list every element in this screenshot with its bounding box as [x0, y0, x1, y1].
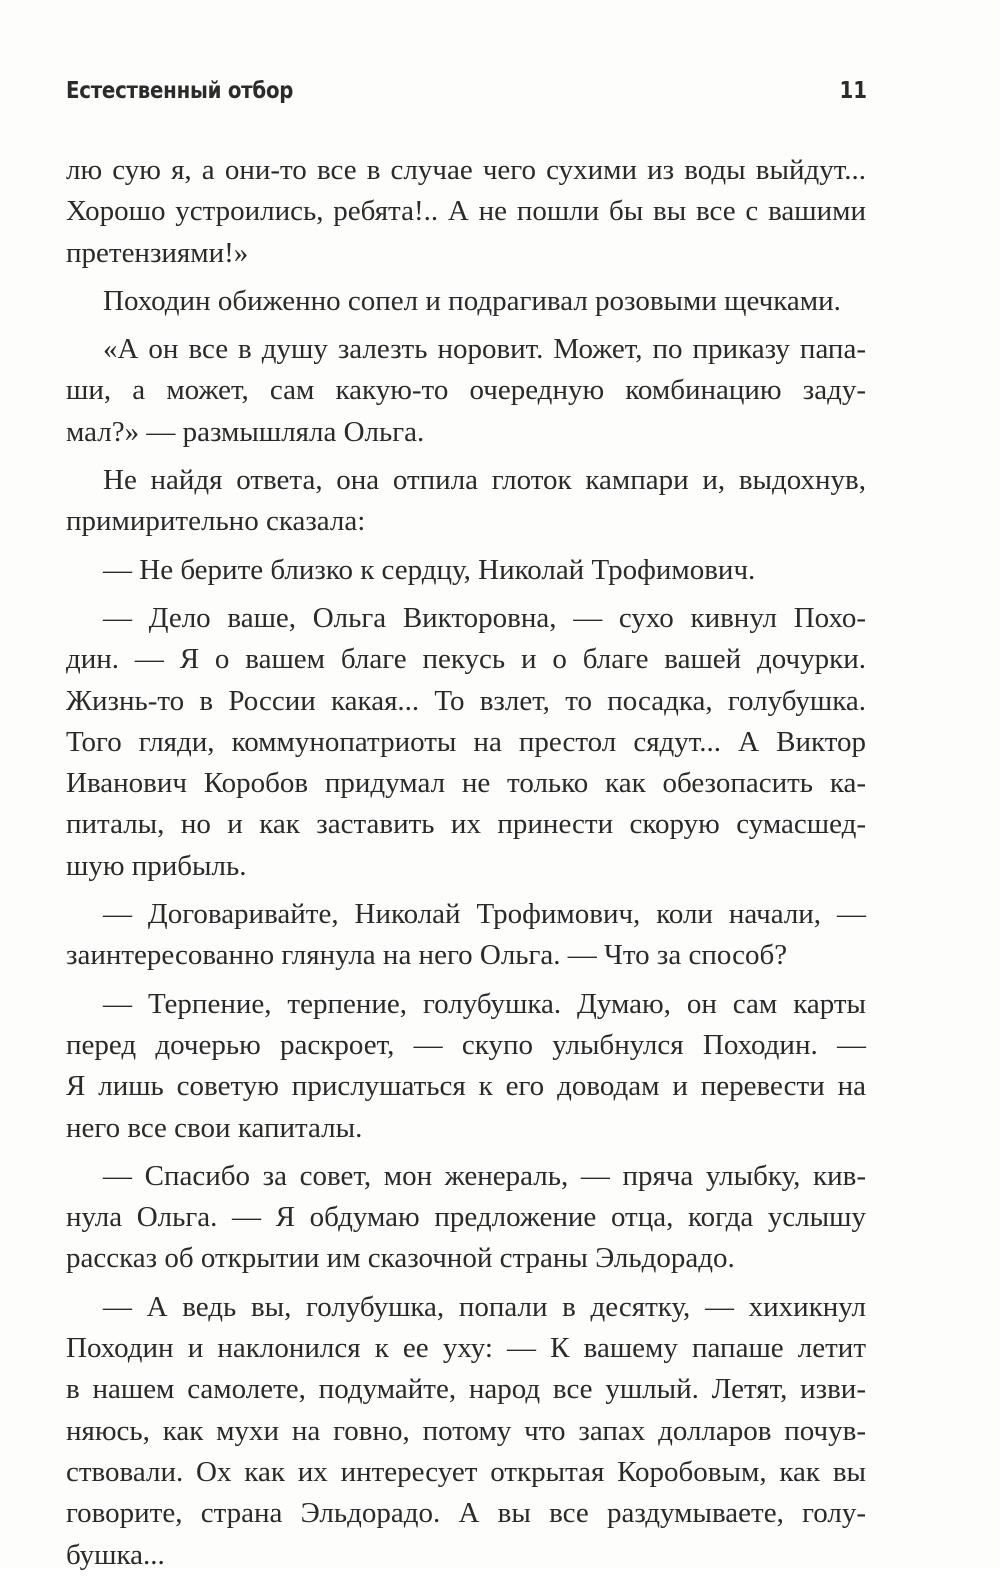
text-line: претензиями!»: [66, 236, 249, 269]
text-line: ствовали. Ох как их интересует открытая Коробовым, как вы: [66, 1455, 866, 1488]
text-line: — А ведь вы, голубушка, попали в десятку, — хихикнул: [103, 1290, 866, 1323]
text-line: питалы, но и как заставить их принести скорую сумасшед-: [66, 808, 866, 841]
text-line: шую прибыль.: [66, 849, 247, 882]
text-line: — Договаривайте, Николай Трофимович, коли начали, —: [103, 898, 866, 931]
text-line: лю сую я, а они-то все в случае чего сухими из воды выйдут...: [66, 154, 866, 186]
text-line: в нашем самолете, подумайте, народ все ушлый. Летят, изви-: [66, 1373, 866, 1406]
text-line: примирительно сказала:: [66, 505, 366, 538]
text-line: заинтересованно глянула на него Ольга. — Что за способ?: [66, 939, 788, 972]
text-line: перед дочерью раскроет, — скупо улыбнулся Походин. —: [66, 1028, 866, 1061]
text-line: няюсь, как мухи на говно, потому что запах долларов почув-: [66, 1414, 866, 1447]
text-line: Походин обиженно сопел и подрагивал розовыми щечками.: [103, 284, 841, 317]
text-line: Жизнь-то в России какая... То взлет, то посадка, голубушка.: [66, 684, 866, 717]
text-line: бушка...: [66, 1538, 165, 1571]
text-line: — Терпение, терпение, голубушка. Думаю, он сам карты: [103, 987, 866, 1020]
text-line: Хорошо устроились, ребята!.. А не пошли бы вы все с вашими: [66, 195, 866, 228]
text-line: него все свои капиталы.: [66, 1111, 363, 1144]
text-line: Иванович Коробов придумал не только как обезопасить ка-: [66, 767, 866, 800]
text-line: — Спасибо за совет, мон женераль, — пряча улыбку, кив-: [103, 1159, 866, 1192]
body-text: [66, 150, 866, 1576]
text-line: — Дело ваше, Ольга Викторовна, — сухо кивнул Похо-: [103, 601, 866, 634]
text-line: ши, а может, сам какую-то очередную комбинацию заду-: [66, 374, 866, 407]
text-line: рассказ об открытии им сказочной страны Эльдорадо.: [66, 1242, 735, 1275]
text-line: Я лишь советую прислушаться к его доводам и перевести на: [66, 1070, 866, 1103]
text-line: «А он все в душу залезть норовит. Может, по приказу папа-: [103, 333, 866, 366]
text-line: дин. — Я о вашем благе пекусь и о благе вашей дочурки.: [66, 643, 866, 676]
text-line: нула Ольга. — Я обдумаю предложение отца, когда услышу: [66, 1201, 866, 1234]
text-line: — Не берите близко к сердцу, Николай Трофимович.: [103, 553, 756, 586]
running-head-title: Естественный отбор: [66, 78, 294, 104]
text-line: говорите, страна Эльдорадо. А вы все раздумываете, голу-: [66, 1497, 866, 1530]
text-line: мал?» — размышляла Ольга.: [66, 415, 425, 448]
text-line: Походин и наклонился к ее уху: — К вашему папаше летит: [66, 1332, 866, 1365]
text-line: Того гляди, коммунопатриоты на престол сядут... А Виктор: [66, 725, 866, 758]
text-line: Не найдя ответа, она отпила глоток кампари и, выдохнув,: [103, 464, 866, 497]
page-number: 11: [839, 78, 867, 104]
